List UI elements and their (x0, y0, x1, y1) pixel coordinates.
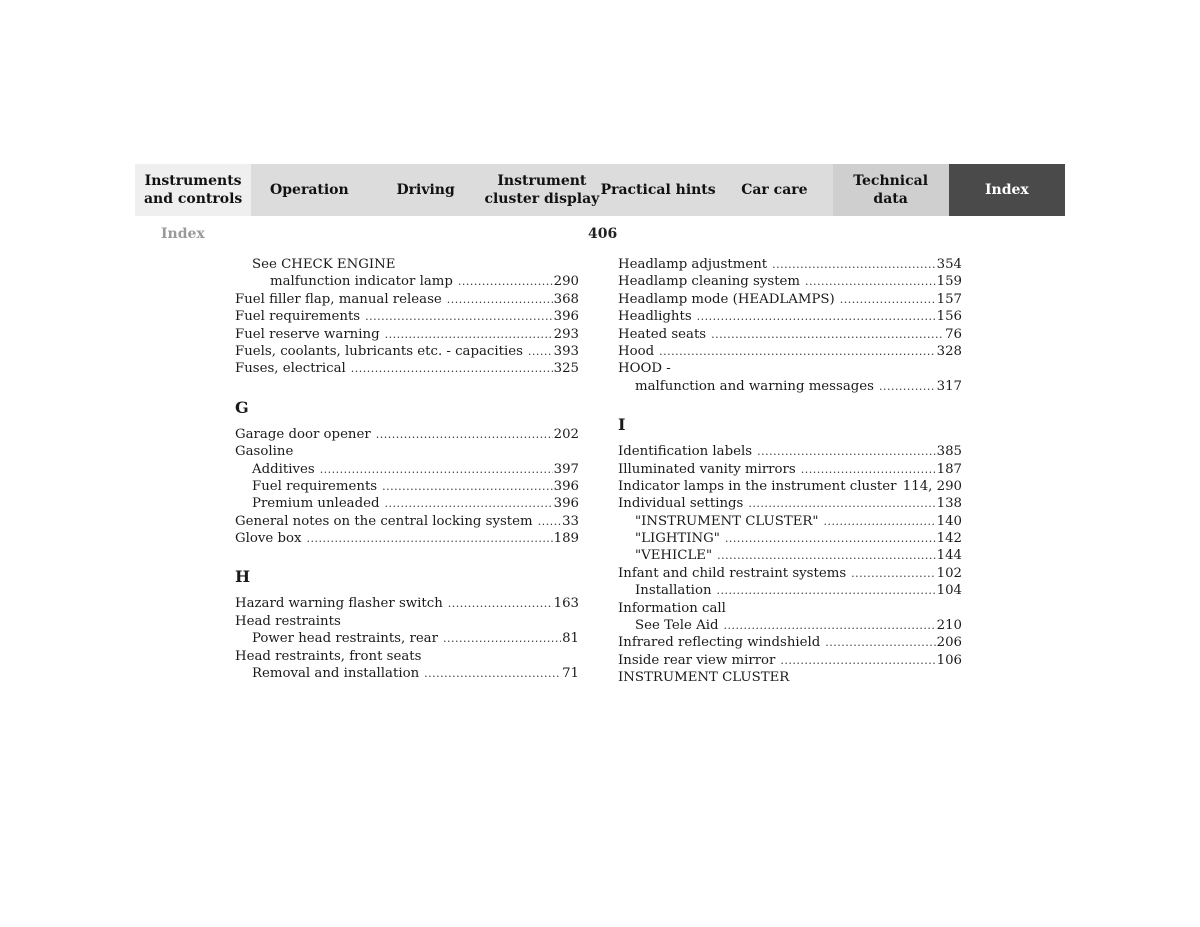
entry-page[interactable]: 138 (936, 496, 962, 512)
index-entry[interactable] (618, 378, 962, 395)
entry-label: "LIGHTING" (635, 531, 720, 547)
entry-page[interactable]: 140 (936, 513, 962, 529)
entry-label: Power head restraints, rear (252, 631, 438, 647)
index-entry[interactable] (618, 273, 962, 290)
letter-heading-i: I (618, 415, 626, 435)
entry-page[interactable]: 144 (936, 548, 962, 564)
entry-label: Headlights (618, 309, 692, 325)
entry-page[interactable]: 210 (936, 618, 962, 634)
index-entry[interactable] (235, 291, 579, 308)
entry-page[interactable]: 159 (936, 274, 962, 290)
entry-label: HOOD - (618, 361, 671, 377)
entry-label: See Tele Aid (635, 618, 719, 634)
dot-leader (365, 308, 552, 325)
entry-label: Headlamp mode (HEADLAMPS) (618, 291, 835, 307)
dot-leader (825, 634, 935, 651)
entry-page[interactable]: 76 (945, 326, 962, 342)
dot-leader (385, 326, 553, 343)
tab-operation[interactable]: Operation (251, 164, 367, 216)
entry-label: Installation (635, 583, 712, 599)
entry-label: Hazard warning flasher switch (235, 596, 443, 612)
index-entry (618, 600, 962, 617)
entry-label: Fuel reserve warning (235, 326, 380, 342)
index-column-right (618, 256, 962, 687)
tab-car-care[interactable]: Car care (716, 164, 832, 216)
index-entry[interactable] (618, 326, 962, 343)
entry-page[interactable]: 396 (553, 478, 579, 494)
dot-leader (320, 461, 553, 478)
dot-leader (458, 273, 553, 290)
index-entry (235, 256, 579, 273)
index-entry[interactable] (235, 360, 579, 377)
index-entry[interactable] (618, 652, 962, 669)
index-entry[interactable] (618, 308, 962, 325)
tab-practical-hints[interactable]: Practical hints (600, 164, 716, 216)
entry-page[interactable]: 156 (936, 309, 962, 325)
dot-leader (448, 595, 553, 612)
entry-label: Removal and installation (252, 666, 420, 682)
index-entry[interactable] (618, 617, 962, 634)
entry-label: Head restraints, front seats (235, 648, 422, 664)
entry-label: Individual settings (618, 496, 744, 512)
entry-label: Premium unleaded (252, 496, 380, 512)
tab-technical-data[interactable]: Technical data (833, 164, 949, 216)
index-entry (235, 613, 579, 630)
index-entry[interactable] (235, 326, 579, 343)
entry-page[interactable]: 328 (936, 343, 962, 359)
dot-leader (538, 513, 561, 530)
dot-leader (824, 513, 936, 530)
entry-label: Garage door opener (235, 426, 371, 442)
index-entry[interactable] (618, 343, 962, 360)
dot-leader (725, 530, 936, 547)
index-entry[interactable] (618, 513, 962, 530)
dot-leader (424, 665, 561, 682)
entry-page[interactable]: 114, 290 (902, 478, 962, 494)
entry-label: "VEHICLE" (635, 548, 713, 564)
entry-label: Heated seats (618, 326, 707, 342)
entry-page[interactable]: 354 (936, 257, 962, 272)
index-entry[interactable] (618, 478, 962, 495)
dot-leader (385, 495, 553, 512)
dot-leader (447, 291, 553, 308)
dot-leader (717, 547, 936, 564)
entry-page[interactable]: 393 (553, 343, 579, 359)
entry-page[interactable]: 33 (562, 513, 579, 529)
entry-page[interactable]: 290 (553, 274, 579, 290)
entry-label: Fuel filler flap, manual release (235, 291, 442, 307)
tab-instruments-and-controls[interactable]: Instruments and controls (135, 164, 251, 216)
index-entry[interactable] (618, 547, 962, 564)
entry-page[interactable]: 293 (553, 326, 579, 342)
dot-leader (748, 495, 935, 512)
entry-page[interactable]: 71 (562, 666, 579, 682)
entry-page[interactable]: 157 (936, 291, 962, 307)
index-entry[interactable] (618, 256, 962, 273)
dot-leader (351, 360, 553, 377)
entry-label: malfunction indicator lamp (270, 274, 453, 290)
entry-page[interactable]: 396 (553, 496, 579, 512)
entry-label: Gasoline (235, 444, 294, 460)
entry-label: Additives (252, 461, 315, 477)
index-entry[interactable] (235, 426, 579, 443)
entry-page[interactable]: 142 (936, 531, 962, 547)
entry-page[interactable]: 325 (553, 361, 579, 377)
entry-label: Identification labels (618, 444, 753, 460)
index-entry[interactable] (618, 634, 962, 651)
dot-leader (659, 343, 935, 360)
index-entry (618, 669, 962, 686)
dot-leader (724, 617, 936, 634)
dot-leader (711, 326, 944, 343)
index-entry[interactable] (235, 630, 579, 647)
dot-leader (879, 378, 936, 395)
entry-label: INSTRUMENT CLUSTER (618, 670, 790, 686)
index-entry[interactable] (235, 595, 579, 612)
index-entry (235, 443, 579, 460)
index-entry[interactable] (235, 343, 579, 360)
index-entry (235, 648, 579, 665)
entry-page[interactable]: 163 (553, 596, 579, 612)
index-entry[interactable] (235, 461, 579, 478)
index-entry[interactable] (235, 665, 579, 682)
index-entry[interactable] (235, 513, 579, 530)
dot-leader (307, 530, 553, 547)
tab-index[interactable]: Index (949, 164, 1065, 216)
entry-label: Glove box (235, 531, 302, 547)
dot-leader (376, 426, 553, 443)
dot-leader (717, 582, 936, 599)
entry-page[interactable]: 104 (936, 583, 962, 599)
index-entry[interactable] (618, 443, 962, 460)
entry-label: Fuels, coolants, lubricants etc. - capacities (235, 343, 523, 359)
entry-page[interactable]: 189 (553, 531, 579, 547)
entry-label: Infrared reflecting windshield (618, 635, 821, 651)
entry-page[interactable]: 368 (553, 291, 579, 307)
entry-page[interactable]: 397 (553, 461, 579, 477)
page-number: 406 (588, 226, 618, 242)
dot-leader (697, 308, 936, 325)
entry-label: Headlamp adjustment (618, 257, 768, 272)
entry-label: Headlamp cleaning system (618, 274, 801, 290)
entry-page[interactable]: 187 (936, 461, 962, 477)
entry-label: Inside rear view mirror (618, 652, 776, 668)
index-entry[interactable] (618, 495, 962, 512)
tab-driving[interactable]: Driving (368, 164, 484, 216)
index-entry[interactable] (618, 565, 962, 582)
letter-heading-g: G (235, 397, 249, 417)
index-entry[interactable] (235, 530, 579, 547)
entry-page[interactable]: 385 (936, 444, 962, 460)
dot-leader (780, 652, 935, 669)
dot-leader (851, 565, 935, 582)
chapter-tabs (135, 164, 1065, 216)
entry-page[interactable]: 106 (936, 652, 962, 668)
entry-label: Illuminated vanity mirrors (618, 461, 796, 477)
entry-label: Information call (618, 600, 726, 616)
entry-label: "INSTRUMENT CLUSTER" (635, 513, 819, 529)
dot-leader (840, 291, 936, 308)
dot-leader (757, 443, 936, 460)
entry-label: Head restraints (235, 613, 341, 629)
entry-label: Indicator lamps in the instrument cluster (618, 478, 897, 494)
entry-label: See CHECK ENGINE (252, 257, 396, 272)
entry-label: Fuel requirements (235, 309, 361, 325)
section-label: Index (161, 226, 205, 242)
index-entry[interactable] (235, 308, 579, 325)
entry-page[interactable]: 396 (553, 309, 579, 325)
index-entry[interactable] (618, 461, 962, 478)
letter-heading-h: H (235, 567, 251, 587)
dot-leader (805, 273, 936, 290)
tab-instrument-cluster-display[interactable]: Instrument cluster display (484, 164, 600, 216)
entry-label: Hood (618, 343, 655, 359)
index-entry[interactable] (235, 273, 579, 290)
entry-page[interactable]: 202 (553, 426, 579, 442)
dot-leader (382, 478, 552, 495)
entry-page[interactable]: 102 (936, 565, 962, 581)
index-column-left (235, 256, 579, 682)
entry-page[interactable]: 317 (936, 378, 962, 394)
entry-label: Fuses, electrical (235, 361, 346, 377)
entry-label: Infant and child restraint systems (618, 565, 847, 581)
entry-label: General notes on the central locking system (235, 513, 533, 529)
index-entry (618, 360, 962, 377)
index-entry[interactable] (618, 530, 962, 547)
entry-label: Fuel requirements (252, 478, 378, 494)
dot-leader (772, 256, 935, 273)
index-entry[interactable] (618, 582, 962, 599)
dot-leader (801, 461, 936, 478)
entry-label: malfunction and warning messages (635, 378, 874, 394)
dot-leader (528, 343, 553, 360)
index-entry[interactable] (618, 291, 962, 308)
entry-page[interactable]: 81 (562, 631, 579, 647)
entry-page[interactable]: 206 (936, 635, 962, 651)
index-entry[interactable] (235, 478, 579, 495)
dot-leader (443, 630, 561, 647)
index-entry[interactable] (235, 495, 579, 512)
